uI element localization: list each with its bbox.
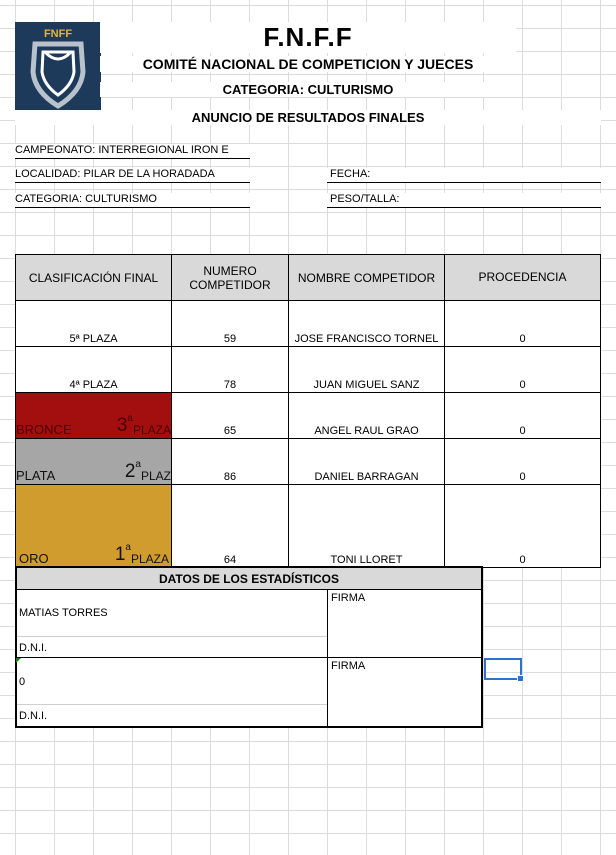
medal-label: BRONCE <box>16 422 72 437</box>
competitor-origin: 0 <box>444 300 601 347</box>
results-table <box>15 254 601 568</box>
signature-label: FIRMA <box>331 592 366 604</box>
competitor-number: 65 <box>171 392 289 439</box>
campeonato-field: CAMPEONATO: INTERREGIONAL IRON E <box>15 144 250 159</box>
competitor-origin: 0 <box>444 484 601 568</box>
place-cell: 4ª PLAZA <box>15 346 172 393</box>
peso-talla-field: PESO/TALLA: <box>327 193 601 208</box>
row-divider <box>17 704 328 705</box>
place-word: PLAZA <box>132 423 171 437</box>
entry-divider <box>17 657 481 658</box>
logo-lettering: FNFF <box>43 28 73 40</box>
competitor-origin: 0 <box>444 346 601 393</box>
place-number: 1$^a$ <box>114 542 131 565</box>
localidad-field: LOCALIDAD: PILAR DE LA HORADADA <box>15 168 250 183</box>
fecha-field: FECHA: <box>327 168 601 183</box>
row-divider <box>17 636 328 637</box>
cell-comment-marker <box>16 658 21 663</box>
column-header-clasificacion: CLASIFICACIÓN FINAL <box>15 254 172 301</box>
gold-place-cell <box>15 484 172 568</box>
competitor-name: ANGEL RAUL GRAO <box>288 392 445 439</box>
competitor-number: 59 <box>171 300 289 347</box>
medal-label: ORO <box>19 551 49 566</box>
signature-label: FIRMA <box>331 660 366 672</box>
competitor-number: 64 <box>171 484 289 568</box>
org-title: F.N.F.F <box>100 22 516 53</box>
competitor-origin: 0 <box>444 438 601 485</box>
federation-logo <box>15 22 101 111</box>
statistician-name: MATIAS TORRES <box>19 607 108 619</box>
signature-column-divider <box>327 590 328 726</box>
place-word: PLAZ <box>140 469 171 483</box>
statisticians-section <box>15 566 483 728</box>
competitor-number: 78 <box>171 346 289 393</box>
competitor-name: JOSE FRANCISCO TORNEL <box>288 300 445 347</box>
column-header-nombre: NOMBRE COMPETIDOR <box>288 254 445 301</box>
dni-label: D.N.I. <box>19 642 48 654</box>
category-heading: CATEGORIA: CULTURISMO <box>100 82 516 97</box>
place-number: 3$^a$ <box>116 413 133 436</box>
statistician-name: 0 <box>19 676 26 688</box>
competitor-name: TONI LLORET <box>288 484 445 568</box>
silver-place-cell <box>15 438 172 485</box>
selected-cell[interactable] <box>484 658 522 680</box>
dni-label: D.N.I. <box>19 710 48 722</box>
medal-label: PLATA <box>16 468 56 483</box>
committee-title: COMITÉ NACIONAL DE COMPETICION Y JUECES <box>100 56 516 72</box>
column-header-procedencia: PROCEDENCIA <box>444 254 601 301</box>
place-number: 2$^a$ <box>124 459 141 482</box>
competitor-name: JUAN MIGUEL SANZ <box>288 346 445 393</box>
statisticians-title: DATOS DE LOS ESTADÍSTICOS <box>17 568 481 590</box>
categoria-field: CATEGORIA: CULTURISMO <box>15 193 250 208</box>
competitor-number: 86 <box>171 438 289 485</box>
shield-emblem-icon <box>15 22 101 111</box>
place-cell: 5ª PLAZA <box>15 300 172 347</box>
announcement-title: ANUNCIO DE RESULTADOS FINALES <box>15 110 601 125</box>
place-word: PLAZA <box>130 552 169 566</box>
bronze-place-cell <box>15 392 172 439</box>
competitor-origin: 0 <box>444 392 601 439</box>
competitor-name: DANIEL BARRAGAN <box>288 438 445 485</box>
column-header-numero: NUMERO COMPETIDOR <box>171 254 289 301</box>
